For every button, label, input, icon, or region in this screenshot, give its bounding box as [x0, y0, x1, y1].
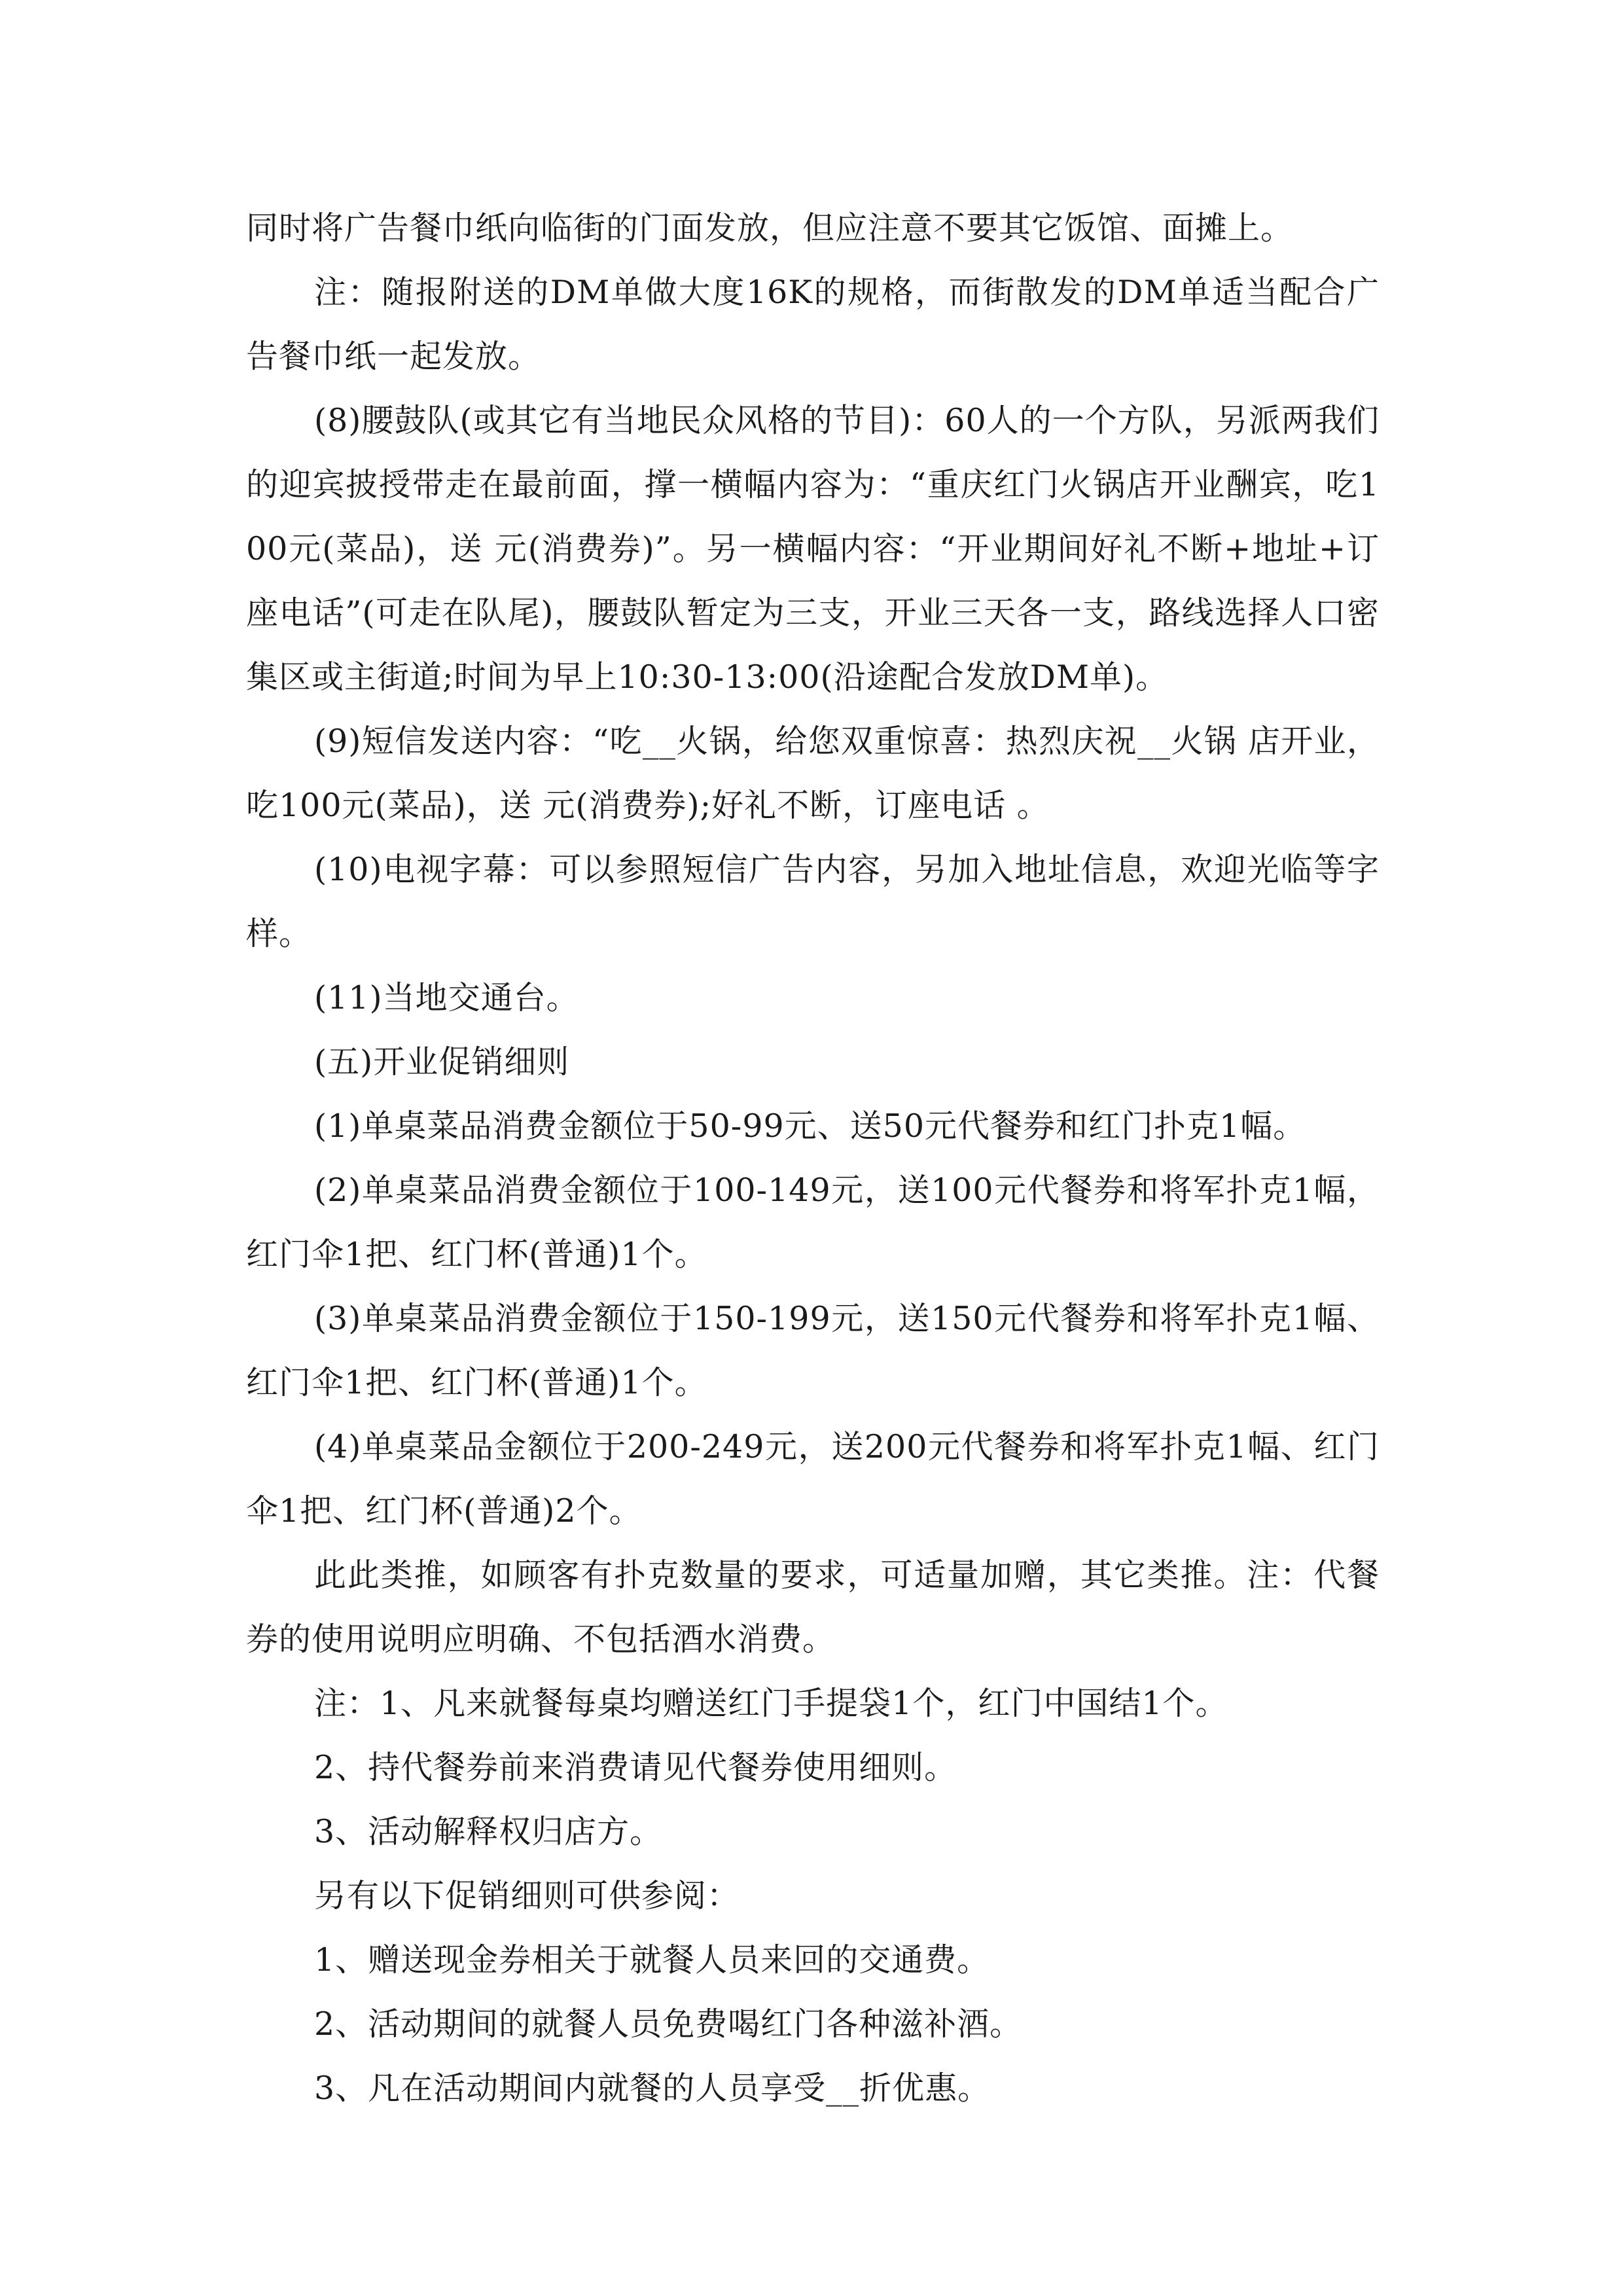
paragraph: (4)单桌菜品金额位于200-249元，送200元代餐券和将军扑克1幅、红门伞1把、红门杯(普通)2个。 — [246, 1428, 1380, 1530]
paragraph: 3、凡在活动期间内就餐的人员享受__折优惠。 — [314, 2070, 991, 2107]
paragraph: (3)单桌菜品消费金额位于150-199元，送150元代餐券和将军扑克1幅、红门伞1把、红门杯(普通)1个。 — [246, 1300, 1380, 1401]
paragraph: 2、持代餐券前来消费请见代餐券使用细则。 — [314, 1749, 957, 1786]
document-body — [246, 196, 1380, 2121]
paragraph: 另有以下促销细则可供参阅： — [314, 1877, 740, 1914]
paragraph: (1)单桌菜品消费金额位于50-99元、送50元代餐券和红门扑克1幅。 — [314, 1107, 1306, 1145]
paragraph: 注：1、凡来就餐每桌均赠送红门手提袋1个，红门中国结1个。 — [314, 1685, 1228, 1722]
paragraph: (9)短信发送内容：“吃__火锅，给您双重惊喜：热烈庆祝__火锅 店开业，吃100元(菜品)，送 元(消费券);好礼不断，订座电话 。 — [246, 723, 1380, 824]
section-heading: (五)开业促销细则 — [314, 1043, 570, 1081]
paragraph: (8)腰鼓队(或其它有当地民众风格的节目)：60人的一个方队，另派两我们的迎宾披授带走在最前面，撑一横幅内容为：“重庆红门火锅店开业酬宾，吃100元(菜品)，送 元(消费券)”。另一横幅内容：“开业期间好礼不断+地址+订座电话”(可走在队尾)，腰鼓队暂定为三支，开业三天各一支，路线选择人口密集区或主街道;时间为早上10:30-13:00(沿途配合发放DM单)。 — [246, 402, 1380, 696]
paragraph: 注：随报附送的DM单做大度16K的规格，而街散发的DM单适当配合广告餐巾纸一起发放。 — [246, 274, 1380, 375]
paragraph: 同时将广告餐巾纸向临街的门面发放，但应注意不要其它饭馆、面摊上。 — [246, 209, 1294, 247]
paragraph: 3、活动解释权归店方。 — [314, 1813, 663, 1850]
paragraph: 1、赠送现金券相关于就餐人员来回的交通费。 — [314, 1941, 990, 1979]
paragraph: 此此类推，如顾客有扑克数量的要求，可适量加赠，其它类推。注：代餐券的使用说明应明确、不包括酒水消费。 — [246, 1556, 1380, 1658]
paragraph: (10)电视字幕：可以参照短信广告内容，另加入地址信息，欢迎光临等字样。 — [246, 851, 1380, 952]
paragraph: (11)当地交通台。 — [314, 979, 579, 1016]
paragraph: 2、活动期间的就餐人员免费喝红门各种滋补酒。 — [314, 2005, 1023, 2043]
paragraph: (2)单桌菜品消费金额位于100-149元，送100元代餐券和将军扑克1幅，红门伞1把、红门杯(普通)1个。 — [246, 1172, 1380, 1273]
